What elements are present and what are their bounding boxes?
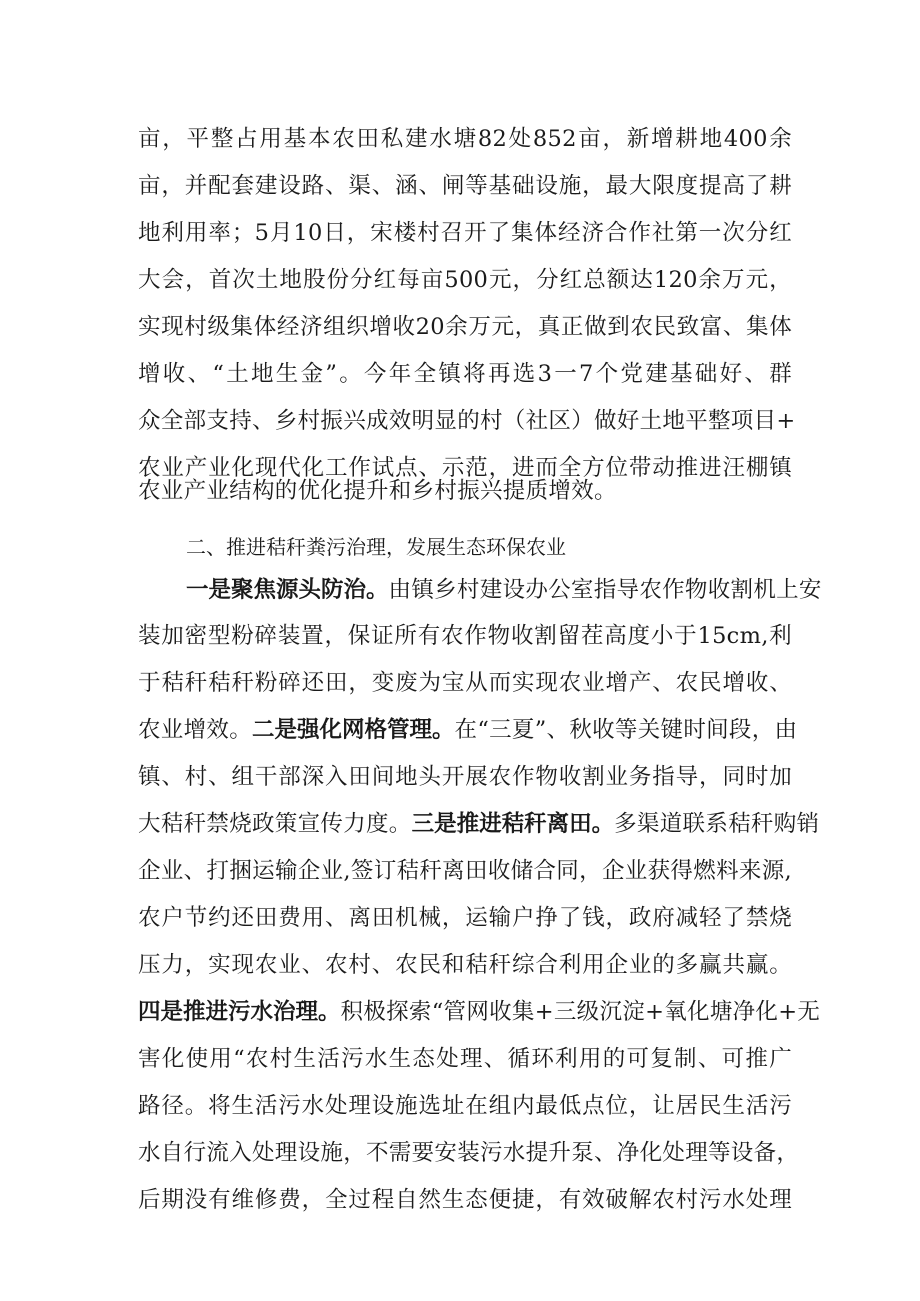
paragraph-line [138, 988, 821, 1036]
paragraph-line: 于秸秆秸秆粉碎还田，变废为宝从而实现农业增产、农民增收、 [138, 670, 792, 696]
bold-lead-3: 三是推进秸秆离田。 [411, 811, 615, 837]
paragraph-line: 水自行流入处理设施，不需要安装污水提升泵、净化处理等设备， [138, 1140, 800, 1166]
text-run: 农业增效。 [138, 717, 253, 743]
paragraph-line: 压力，实现农业、农村、农民和秸秆综合利用企业的多赢共赢。 [138, 952, 792, 978]
text-run: 多渠道联系秸秆购销 [614, 811, 820, 837]
paragraph-line: 农户节约还田费用、离田机械，运输户挣了钱，政府减轻了禁烧 [138, 905, 792, 931]
paragraph-line: 众全部支持、乡村振兴成效明显的村（社区）做好土地平整项目+ [138, 408, 796, 434]
section-heading: 二、推进秸秆粪污治理，发展生态环保农业 [186, 535, 566, 559]
paragraph-line: 企业、打捆运输企业,签订秸秆离田收储合同，企业获得燃料来源, [138, 858, 792, 884]
text-run: 在“三夏”、秋收等关键时间段，由 [454, 717, 798, 743]
paragraph-line: 亩，平整占用基本农田私建水塘82处852亩，新增耕地400余 [138, 126, 792, 152]
paragraph-line: 农业产业结构的优化提升和乡村振兴提质增效。 [138, 478, 617, 504]
paragraph-line: 害化使用“农村生活污水生态处理、循环利用的可复制、可推广 [138, 1046, 792, 1072]
text-run: 由镇乡村建设办公室指导农作物收割机上安 [388, 577, 822, 603]
paragraph-line: 大会，首次土地股份分红每亩500元，分红总额达120余万元， [138, 267, 792, 293]
bold-lead-4: 四是推进污水治理。 [138, 999, 341, 1025]
paragraph-line: 农业产业化现代化工作试点、示范，进而全方位带动推进汪棚镇 [138, 455, 792, 481]
bold-lead-2: 二是强化网格管理。 [252, 717, 455, 743]
paragraph-line: 后期没有维修费，全过程自然生态便捷，有效破解农村污水处理 [138, 1187, 792, 1213]
paragraph-line: 亩，并配套建设路、渠、涵、闸等基础设施，最大限度提高了耕 [138, 173, 792, 199]
paragraph-line [138, 706, 798, 754]
paragraph-line: 实现村级集体经济组织增收20余万元，真正做到农民致富、集体 [138, 314, 792, 340]
paragraph-line: 镇、村、组干部深入田间地头开展农作物收割业务指导，同时加 [138, 764, 792, 790]
paragraph-line: 增收、“土地生金”。今年全镇将再选3一7个党建基础好、群 [138, 361, 792, 387]
paragraph-line: 装加密型粉碎装置，保证所有农作物收割留茬高度小于15cm,利 [138, 623, 792, 649]
paragraph-line: 路径。将生活污水处理设施选址在组内最低点位，让居民生活污 [138, 1093, 792, 1119]
paragraph-line [138, 800, 820, 848]
text-run: 积极探索“管网收集+三级沉淀+氧化塘净化+无 [340, 999, 821, 1025]
text-run: 大秸秆禁烧政策宣传力度。 [138, 811, 412, 837]
paragraph-line [186, 566, 822, 614]
paragraph-line: 地利用率；5月10日，宋楼村召开了集体经济合作社第一次分红 [138, 220, 792, 246]
bold-lead-1: 一是聚焦源头防治。 [186, 577, 389, 603]
